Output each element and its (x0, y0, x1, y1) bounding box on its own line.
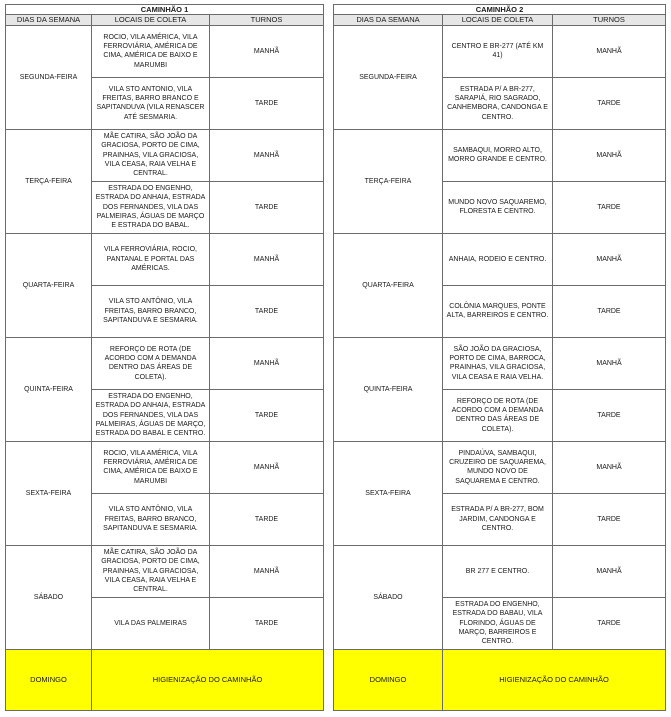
shift-cell: TARDE (210, 181, 324, 233)
shift-cell: TARDE (553, 285, 666, 337)
locations-cell: ROCIO, VILA AMÉRICA, VILA FERROVIÁRIA, AMÉRICA DE CIMA, AMÉRICA DE BAIXO E MARUMBI (92, 441, 210, 493)
schedule-row (334, 233, 666, 285)
locations-cell: ESTRADA DO ENGENHO, ESTRADA DO BABAU, VILA FLORINDO, ÁGUAS DE MARÇO, BARREIROS E CENTRO. (443, 597, 553, 649)
schedule-row (334, 545, 666, 597)
shift-cell: MANHÃ (210, 233, 324, 285)
day-cell: QUINTA-FEIRA (334, 337, 443, 441)
shift-cell: MANHÃ (553, 441, 666, 493)
day-cell: SÁBADO (334, 545, 443, 649)
schedule-row (6, 25, 324, 77)
day-cell: QUARTA-FEIRA (334, 233, 443, 337)
schedule-row (334, 25, 666, 77)
sunday-activity-cell: HIGIENIZAÇÃO DO CAMINHÃO (92, 649, 324, 710)
shift-cell: MANHÃ (210, 441, 324, 493)
shift-cell: MANHÃ (553, 129, 666, 181)
day-cell: SEGUNDA-FEIRA (334, 25, 443, 129)
shift-cell: TARDE (553, 77, 666, 129)
column-header-shift: TURNOS (210, 15, 324, 25)
column-header-row (334, 15, 666, 25)
locations-cell: VILA STO ANTÔNIO, VILA FREITAS, BARRO BRANCO, SAPITANDUVA E SESMARIA. (92, 285, 210, 337)
sunday-row (6, 649, 324, 710)
shift-cell: MANHÃ (210, 337, 324, 389)
shift-cell: TARDE (210, 493, 324, 545)
shift-cell: TARDE (210, 285, 324, 337)
shift-cell: TARDE (210, 77, 324, 129)
shift-cell: MANHÃ (210, 129, 324, 181)
day-cell: SEXTA-FEIRA (6, 441, 92, 545)
locations-cell: CENTRO E BR-277 (ATÉ KM 41) (443, 25, 553, 77)
schedule-row (6, 129, 324, 181)
locations-cell: SÃO JOÃO DA GRACIOSA, PORTO DE CIMA, BARROCA, PRAINHAS, VILA GRACIOSA, VILA CEASA E RAIA VELHA. (443, 337, 553, 389)
locations-cell: ROCIO, VILA AMÉRICA, VILA FERROVIÁRIA, AMÉRICA DE CIMA, AMÉRICA DE BAIXO E MARUMBI (92, 25, 210, 77)
locations-cell: MÃE CATIRA, SÃO JOÃO DA GRACIOSA, PORTO DE CIMA, PRAINHAS, VILA GRACIOSA, VILA CEASA, RAIA VELHA E CENTRAL. (92, 545, 210, 597)
locations-cell: VILA DAS PALMEIRAS (92, 597, 210, 649)
locations-cell: ESTRADA DO ENGENHO, ESTRADA DO ANHAIA, ESTRADA DOS FERNANDES, VILA DAS PALMEIRAS, ÁGUAS DE MARÇO, ESTRADA DO BABAL E CENTRO. (92, 389, 210, 441)
locations-cell: VILA FERROVIÁRIA, ROCIO, PANTANAL E PORTAL DAS AMÉRICAS. (92, 233, 210, 285)
schedule-row (6, 441, 324, 493)
locations-cell: ANHAIA, RODEIO E CENTRO. (443, 233, 553, 285)
sunday-day-cell: DOMINGO (6, 649, 92, 710)
schedule-row (6, 545, 324, 597)
sunday-row (334, 649, 666, 710)
day-cell: QUINTA-FEIRA (6, 337, 92, 441)
locations-cell: VILA STO ANTONIO, VILA FREITAS, BARRO BRANCO E SAPITANDUVA (VILA RENASCER ATÉ SESMARIA. (92, 77, 210, 129)
shift-cell: MANHÃ (553, 25, 666, 77)
locations-cell: MÃE CATIRA, SÃO JOÃO DA GRACIOSA, PORTO DE CIMA, PRAINHAS, VILA GRACIOSA, VILA CEASA, RAIA VELHA E CENTRAL. (92, 129, 210, 181)
day-cell: SÁBADO (6, 545, 92, 649)
column-header-day: DIAS DA SEMANA (6, 15, 92, 25)
truck-title-row (6, 5, 324, 15)
locations-cell: ESTRADA P/ A BR-277, BOM JARDIM, CANDONGA E CENTRO. (443, 493, 553, 545)
shift-cell: MANHÃ (210, 545, 324, 597)
shift-cell: TARDE (210, 389, 324, 441)
schedule-row (334, 337, 666, 389)
column-header-locations: LOCAIS DE COLETA (92, 15, 210, 25)
locations-cell: MUNDO NOVO SAQUAREMO, FLORESTA E CENTRO. (443, 181, 553, 233)
truck-title: CAMINHÃO 2 (334, 5, 666, 15)
locations-cell: VILA STO ANTÔNIO, VILA FREITAS, BARRO BRANCO, SAPITANDUVA E SESMARIA. (92, 493, 210, 545)
schedule-row (6, 233, 324, 285)
column-header-shift: TURNOS (553, 15, 666, 25)
locations-cell: REFORÇO DE ROTA (DE ACORDO COM A DEMANDA DENTRO DAS ÁREAS DE COLETA). (443, 389, 553, 441)
column-header-locations: LOCAIS DE COLETA (443, 15, 553, 25)
locations-cell: SAMBAQUI, MORRO ALTO, MORRO GRANDE E CENTRO. (443, 129, 553, 181)
shift-cell: TARDE (553, 493, 666, 545)
locations-cell: BR 277 E CENTRO. (443, 545, 553, 597)
shift-cell: MANHÃ (553, 337, 666, 389)
shift-cell: TARDE (553, 597, 666, 649)
truck-1-schedule-table (5, 4, 324, 711)
day-cell: TERÇA-FEIRA (334, 129, 443, 233)
shift-cell: MANHÃ (210, 25, 324, 77)
locations-cell: COLÔNIA MARQUES, PONTE ALTA, BARREIROS E CENTRO. (443, 285, 553, 337)
schedule-row (334, 129, 666, 181)
shift-cell: TARDE (210, 597, 324, 649)
locations-cell: REFORÇO DE ROTA (DE ACORDO COM A DEMANDA DENTRO DAS ÁREAS DE COLETA). (92, 337, 210, 389)
day-cell: SEXTA-FEIRA (334, 441, 443, 545)
shift-cell: TARDE (553, 389, 666, 441)
locations-cell: PINDAÚVA, SAMBAQUI, CRUZEIRO DE SAQUAREMA, MUNDO NOVO DE SAQUAREMA E CENTRO. (443, 441, 553, 493)
column-header-day: DIAS DA SEMANA (334, 15, 443, 25)
truck-title-row (334, 5, 666, 15)
truck-title: CAMINHÃO 1 (6, 5, 324, 15)
locations-cell: ESTRADA P/ A BR-277, SARAPIÁ, RIO SAGRADO, CANHEMBORA, CANDONGA E CENTRO. (443, 77, 553, 129)
sunday-activity-cell: HIGIENIZAÇÃO DO CAMINHÃO (443, 649, 666, 710)
shift-cell: TARDE (553, 181, 666, 233)
schedule-row (6, 337, 324, 389)
day-cell: QUARTA-FEIRA (6, 233, 92, 337)
truck-2-schedule-table (333, 4, 666, 711)
column-header-row (6, 15, 324, 25)
schedule-row (334, 441, 666, 493)
day-cell: SEGUNDA-FEIRA (6, 25, 92, 129)
shift-cell: MANHÃ (553, 233, 666, 285)
shift-cell: MANHÃ (553, 545, 666, 597)
day-cell: TERÇA-FEIRA (6, 129, 92, 233)
sunday-day-cell: DOMINGO (334, 649, 443, 710)
locations-cell: ESTRADA DO ENGENHO, ESTRADA DO ANHAIA, ESTRADA DOS FERNANDES, VILA DAS PALMEIRAS, ÁGUAS DE MARÇO E ESTRADA DO BABAL. (92, 181, 210, 233)
